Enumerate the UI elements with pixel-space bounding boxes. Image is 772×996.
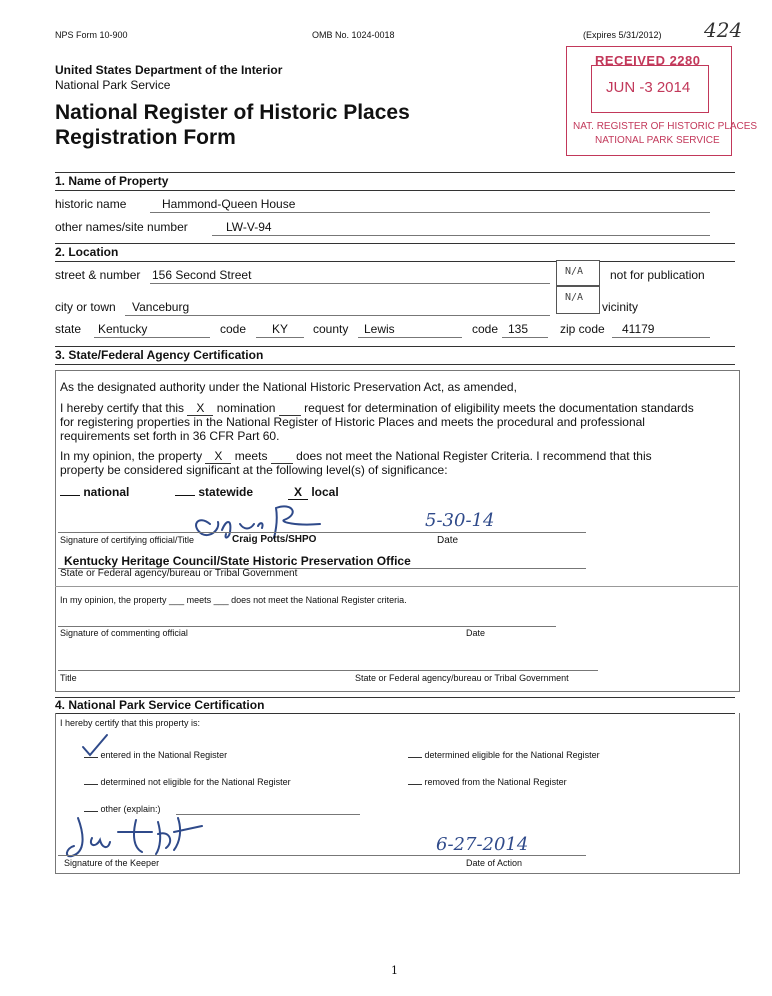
other-names-value[interactable]: LW-V-94 [226,220,272,234]
sec3-p3-line2: property be considered significant at the following level(s) of significance: [60,463,448,477]
agency-line1: United States Department of the Interior [55,63,283,77]
level-local-label: local [311,485,339,499]
state-label: state [55,322,82,336]
na-value-1: N/A [565,266,584,277]
sec3-divider [55,586,738,587]
section4-intro: I hereby certify that this property is: [60,718,201,728]
state-code-value[interactable]: KY [272,322,289,336]
street-value[interactable]: 156 Second Street [152,268,252,282]
state-line [94,337,210,338]
comment-signature-line [58,626,556,627]
section3-rule-bottom [55,364,735,365]
section4-heading: 4. National Park Service Certification [55,698,265,712]
keeper-label: Signature of the Keeper [64,858,160,868]
nomination-mark[interactable]: X [187,401,213,416]
zip-value[interactable]: 41179 [622,322,655,336]
zip-label: zip code [560,322,605,336]
sec3-p2-b: nomination [216,401,276,415]
page-number: 1 [391,964,398,977]
option-not-eligible-label: determined not eligible for the National Register [100,777,291,787]
historic-name-value[interactable]: Hammond-Queen House [162,197,296,211]
expiration-date: (Expires 5/31/2012) [583,30,662,40]
option-other-label: other (explain:) [100,804,161,814]
meets-mark[interactable]: X [205,449,231,464]
option-removed[interactable] [408,777,567,787]
county-code-label: code [472,322,499,336]
na-value-2: N/A [565,292,584,303]
county-code-line [502,337,548,338]
section2-rule-top [55,243,735,244]
option-eligible[interactable] [408,750,600,760]
sec3-p2-line3: requirements set forth in 36 CFR Part 60. [60,429,280,443]
stamp-received: RECEIVED 2280 [595,53,701,68]
comment-sig-label: Signature of commenting official [60,628,188,638]
county-line [358,337,462,338]
city-label: city or town [55,300,116,314]
date-label-1: Date [437,535,459,546]
stamp-date-box [591,65,709,113]
sec3-p3-line1 [60,449,652,464]
option-not-eligible[interactable] [84,777,291,787]
section2-heading: 2. Location [55,245,119,259]
stamp-date: JUN -3 2014 [606,79,691,96]
section3-heading: 3. State/Federal Agency Certification [55,348,264,362]
level-statewide[interactable] [175,485,253,499]
does-not-meet-blank[interactable] [271,449,293,464]
stamp-register: NAT. REGISTER OF HISTORIC PLACES [573,121,758,132]
vicinity-label: vicinity [602,300,639,314]
option-entered-label: entered in the National Register [100,750,228,760]
form-title-line2: Registration Form [55,126,236,149]
section3-rule-top [55,346,735,347]
not-for-publication-box[interactable] [556,260,600,286]
agency-line2: National Park Service [55,78,171,92]
form-number: NPS Form 10-900 [55,30,128,40]
county-label: county [313,322,349,336]
signature-line-1 [58,532,586,533]
other-names-line [212,235,710,236]
sec3-p3-c: does not meet the National Register Criteria. I recommend that this [296,449,652,463]
action-date-handwritten: 6-27-2014 [436,834,529,855]
agency-label: State or Federal agency/bureau or Tribal Government [60,568,298,579]
state-code-line [256,337,304,338]
state-value[interactable]: Kentucky [98,322,148,336]
title-line [58,670,598,671]
comment-date-label: Date [466,628,486,638]
sig-name-1: Craig Potts/SHPO [232,534,317,545]
sec3-paragraph1: As the designated authority under the National Historic Preservation Act, as amended, [60,380,517,394]
level-national[interactable] [60,485,129,499]
level-local[interactable] [288,485,339,500]
section1-rule-top [55,172,735,173]
sig-label-1: Signature of certifying official/Title [60,535,195,545]
sec3-p2-line2: for registering properties in the National Register of Historic Places and meets the procedural and professional [60,415,645,429]
county-value[interactable]: Lewis [364,322,395,336]
sec3-p3-b: meets [234,449,268,463]
level-statewide-label: statewide [198,485,254,499]
commenting-opinion: In my opinion, the property ___ meets ___ does not meet the National Register criteria. [60,595,407,605]
option-removed-label: removed from the National Register [424,777,567,787]
option-eligible-label: determined eligible for the National Register [424,750,600,760]
section2-rule-bottom [55,261,735,262]
title-agency-label: State or Federal agency/bureau or Tribal Government [355,673,569,683]
keeper-signature-line [58,855,586,856]
certifying-date-handwritten: 5-30-14 [425,510,495,531]
other-names-label: other names/site number [55,220,188,234]
not-for-publication-label: not for publication [610,268,705,282]
title-label: Title [60,673,77,683]
section1-heading: 1. Name of Property [55,174,169,188]
form-title-line1: National Register of Historic Places [55,101,410,124]
state-code-label: code [220,322,247,336]
request-blank[interactable] [279,401,301,416]
level-national-label: national [83,485,130,499]
section1-rule-bottom [55,190,735,191]
stamp-nps: NATIONAL PARK SERVICE [595,135,720,146]
historic-name-line [150,212,710,213]
sec3-p2-c: request for determination of eligibility meets the documentation standards [304,401,694,415]
city-value[interactable]: Vanceburg [132,300,190,314]
county-code-value[interactable]: 135 [508,322,529,336]
historic-name-label: historic name [55,197,127,211]
sec3-p2-a: I hereby certify that this [60,401,185,415]
zip-line [612,337,710,338]
sec3-p3-a: In my opinion, the property [60,449,203,463]
received-stamp [566,46,758,156]
city-line [125,315,550,316]
action-date-label: Date of Action [466,858,523,868]
omb-number: OMB No. 1024-0018 [312,30,395,40]
vicinity-box[interactable] [556,286,600,314]
certifying-agency[interactable]: Kentucky Heritage Council/State Historic Preservation Office [64,554,411,568]
sec3-p2-line1 [60,401,694,416]
option-entered[interactable] [84,750,227,760]
page-tag: 424 [704,18,743,42]
level-local-mark: X [288,485,308,500]
street-label: street & number [55,268,141,282]
street-line [150,283,550,284]
